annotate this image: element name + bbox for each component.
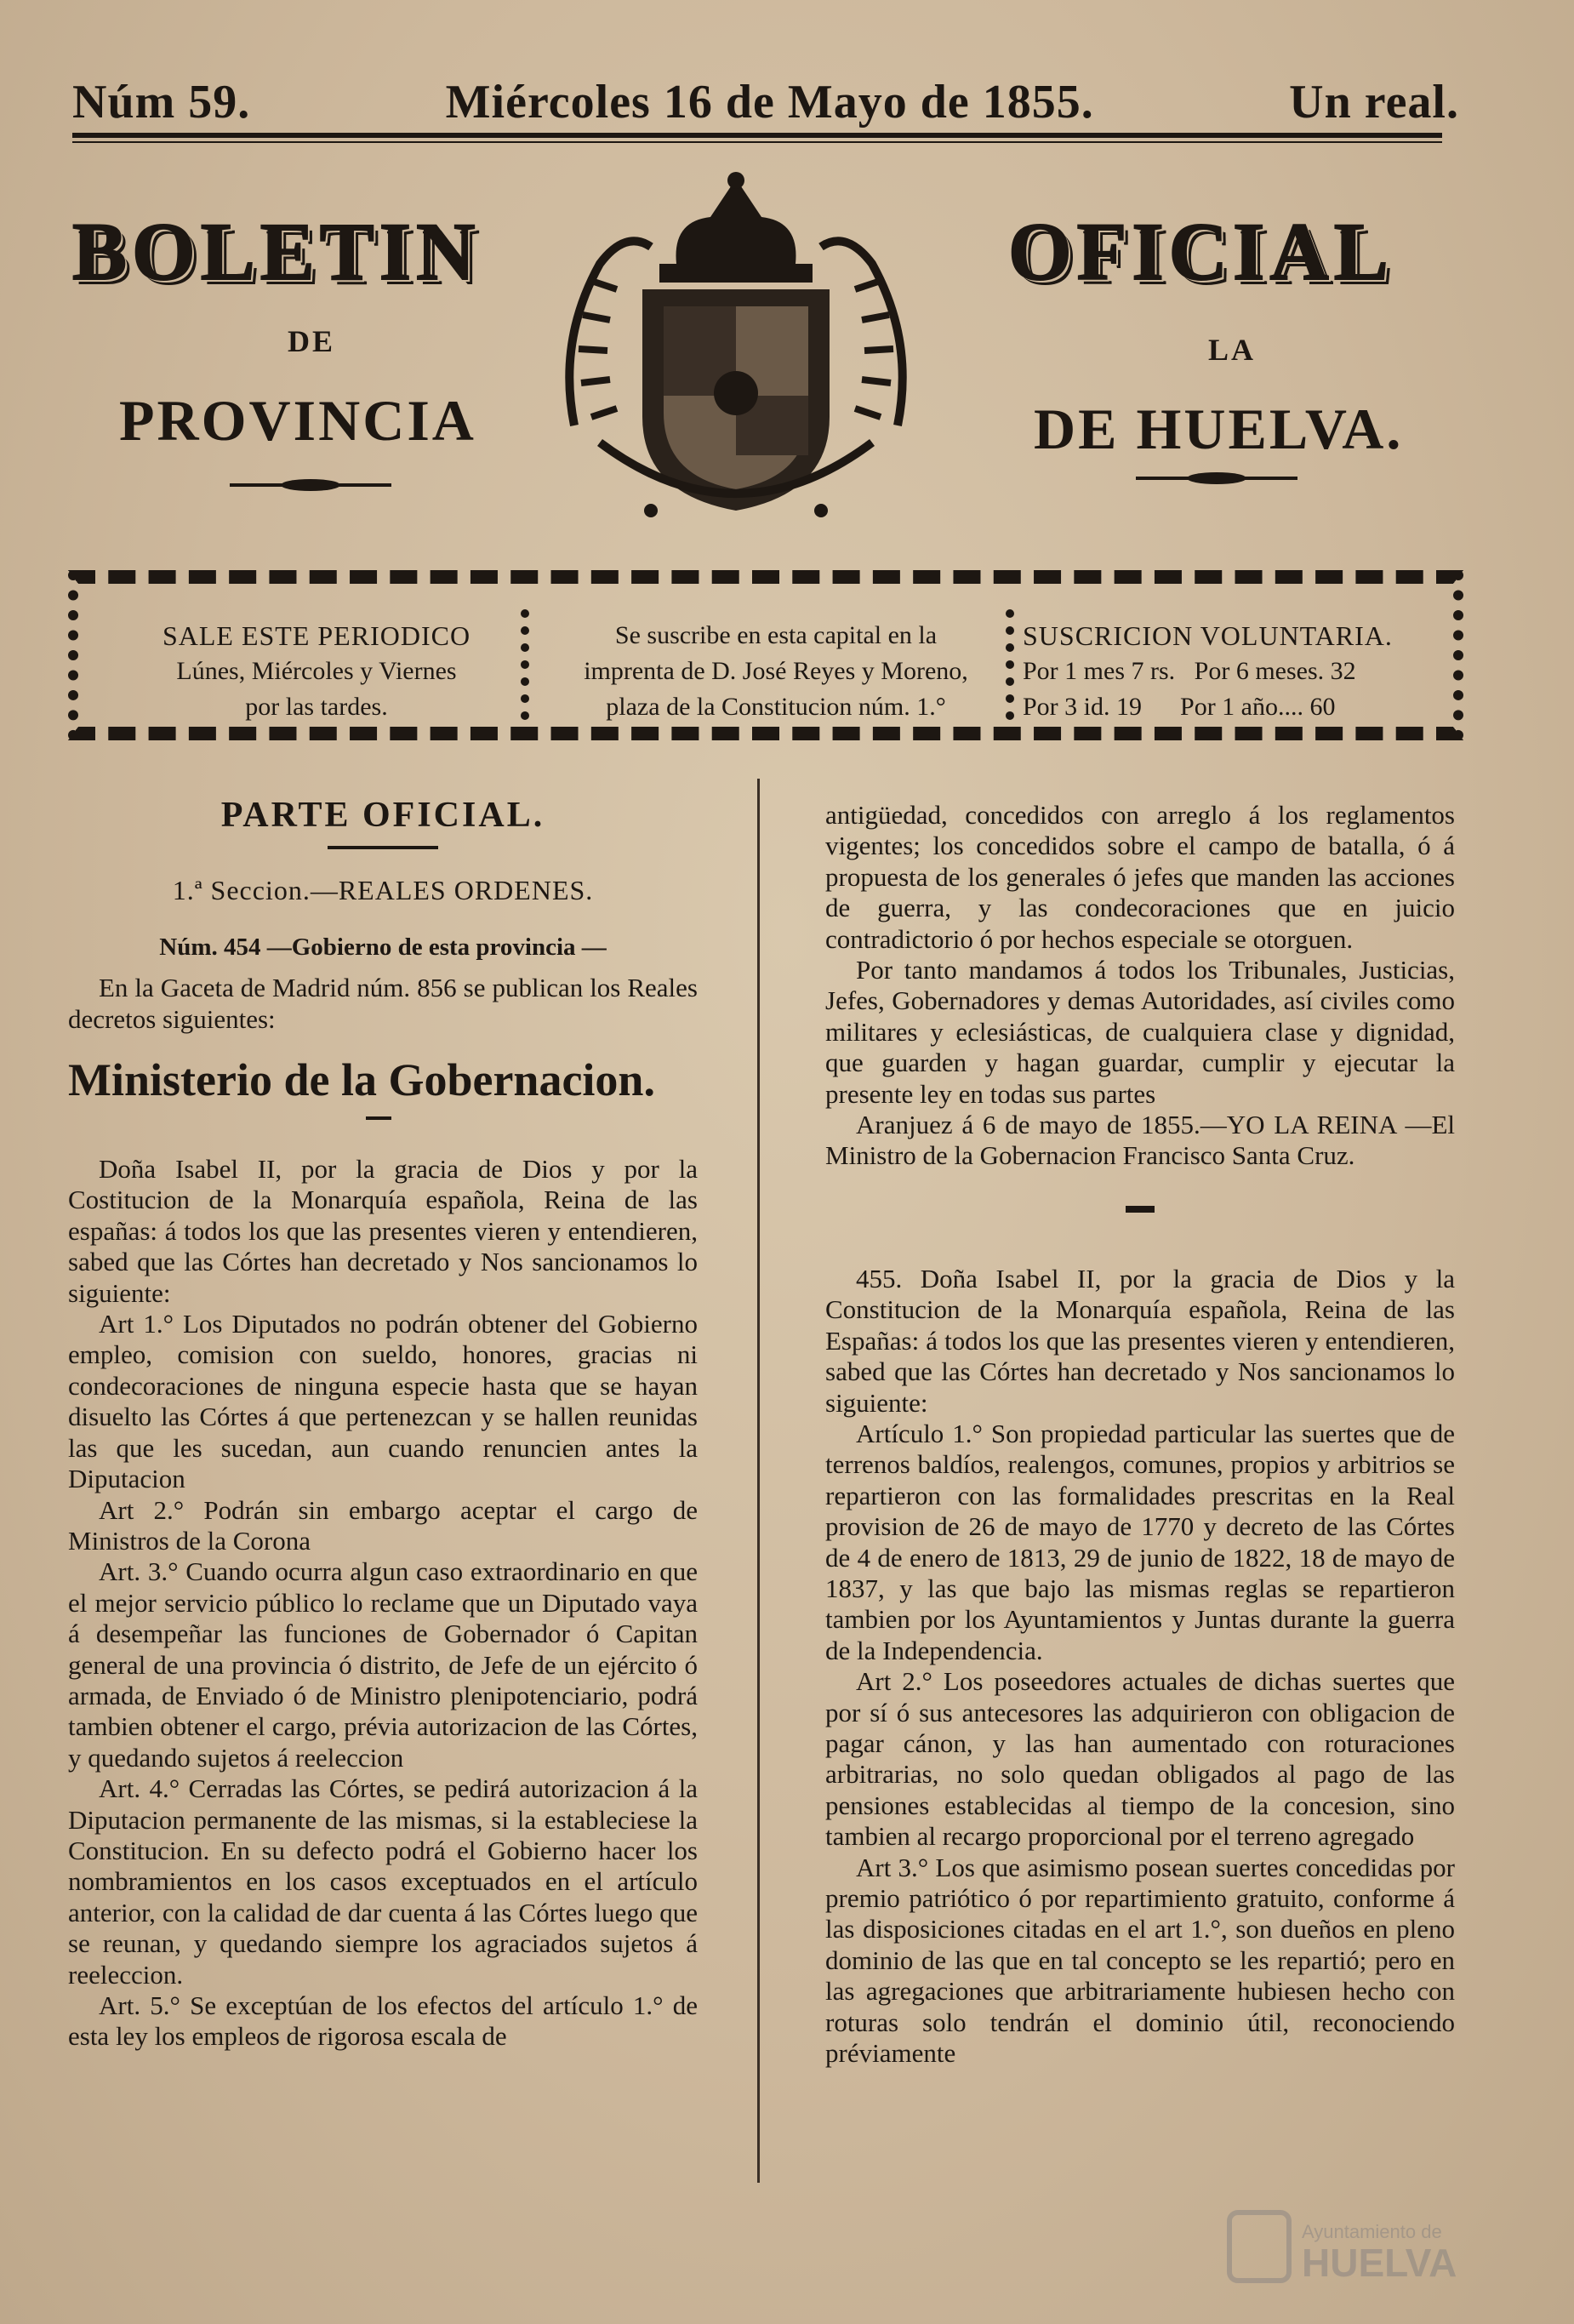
- article-2: Art 2.° Podrán sin embargo aceptar el cargo de Ministros de la Corona: [68, 1494, 698, 1556]
- ministry-rule: [366, 1116, 391, 1120]
- subscription-box: [68, 570, 1463, 740]
- decree-455-article-3: Art 3.° Los que asimismo posean suertes concedidas por premio patriótico ó por repartimiento gratuito, conforme á las disposiciones citadas en el art 1.°, son dueños en pleno dominio de las que en tal concepto se les repartió; pero en las agregaciones que arbitrariamente hubiesen hecho con roturas solo tendrán el dominio útil, reconociendo préviamente: [825, 1852, 1455, 2069]
- masthead-de: DE: [288, 324, 336, 358]
- decree-preamble: Doña Isabel II, por la gracia de Dios y por la Costitucion de la Monarquía española, Reina de las españas: á todos los que las presentes vieren y entendieren, sabed que las Córtes han decretado y Nos sancionamos lo siguiente:: [68, 1154, 698, 1308]
- flourish-right: [1136, 477, 1297, 480]
- archive-stamp-icon: [1225, 2204, 1531, 2289]
- article-5: Art. 5.° Se exceptúan de los efectos del artículo 1.° de esta ley los empleos de rigorosa escala de: [68, 1990, 698, 2052]
- decree-signature: Aranjuez á 6 de mayo de 1855.—YO LA REINA —El Ministro de la Gobernacion Francisco Santa Cruz.: [825, 1110, 1455, 1171]
- schedule-line-2: Lúnes, Miércoles y Viernes: [176, 657, 457, 685]
- prices-row-1: Por 1 mes 7 rs. Por 6 meses. 32: [1023, 657, 1356, 685]
- section-title: PARTE OFICIAL.: [220, 796, 545, 835]
- subscription-location: [546, 618, 1006, 725]
- decree-455-preamble: 455. Doña Isabel II, por la gracia de Dios y la Constitucion de la Monarquía española, Reina de las Españas: á todos los que las presentes vieren y entendieren, sabed que las Córtes han decretado y Nos sancionamos lo siguiente:: [825, 1263, 1455, 1418]
- subscription-prices: [1023, 618, 1440, 725]
- royal-crest-icon: [549, 170, 923, 536]
- issue-price: Un real.: [1289, 76, 1459, 128]
- order-number: Núm. 454 —Gobierno de esta provincia —: [159, 933, 607, 961]
- enactment-clause: Por tanto mandamos á todos los Tribunales, Justicias, Jefes, Gobernadores y demas Autoridades, así civiles como militares y eclesiásticas, de cualquiera clase y dignidad, que guarden y hagan guardar, cumplir y ejecutar la presente ley en todas sus partes: [825, 955, 1455, 1109]
- article-4: Art. 4.° Cerradas las Córtes, se pedirá autorizacion á la Diputacion permanente de las mismas, si la estableciese la Constitucion. En su defecto podrá el Gobierno hacer los nombramientos en los casos exceptuados en el artículo anterior, con la calidad de dar cuenta á las Córtes luego que se reunan, y quedando siempre los agraciados sujetos á reeleccion.: [68, 1773, 698, 1990]
- right-column: [825, 800, 1455, 2069]
- schedule-line-3: por las tardes.: [245, 693, 388, 721]
- flourish-left: [230, 483, 391, 487]
- article-3: Art. 3.° Cuando ocurra algun caso extraordinario en que el mejor servicio público lo reclame que un Diputado vaya á desempeñar las funciones de Gobernador ó Capitan general de una provincia ó distrito, de Jefe de un ejército ó armada, de Enviado ó de Ministro plenipotenciario, podrá tambien obtener el cargo, prévia autorizacion de las Córtes, y quedando sujetos á reeleccion: [68, 1556, 698, 1773]
- left-column: [68, 796, 698, 2053]
- section-rule: [328, 846, 438, 849]
- masthead-huelva: DE HUELVA.: [1034, 397, 1404, 461]
- article-1: Art 1.° Los Diputados no podrán obtener del Gobierno empleo, comision con sueldo, honores, gracias ni condecoraciones de ninguna especie hasta que se hayan disuelto las Córtes á que pertenezcan y se hallen reunidas las que les sucedan, aun cuando renuncien antes la Diputacion: [68, 1309, 698, 1494]
- masthead-oficial: OFICIAL: [1008, 206, 1394, 297]
- svg-text:HUELVA: HUELVA: [1302, 2241, 1457, 2285]
- issue-date: Miércoles 16 de Mayo de 1855.: [445, 76, 1094, 128]
- box-separator-2: [1006, 609, 1014, 720]
- issue-number: Núm 59.: [72, 76, 251, 128]
- publication-schedule: [95, 618, 538, 725]
- article-5-continued: antigüedad, concedidos con arreglo á los reglamentos vigentes; los concedidos sobre el campo de batalla, ó á propuesta de los generales ó jefes que manden las acciones de guerra, y las condecoraciones que en juicio contradictorio ó por hechos especiale se otorguen.: [825, 800, 1455, 954]
- location-line-2: imprenta de D. José Reyes y Moreno,: [584, 657, 968, 685]
- prices-title: SUSCRICION VOLUNTARIA.: [1023, 620, 1393, 651]
- decree-455-article-1: Artículo 1.° Son propiedad particular las suertes que de terrenos baldíos, realengos, comunes, propios y arbitrios se repartieron con las formalidades prescritas en la Real provision de 26 de mayo de 1770 y decreto de las Córtes de 4 de enero de 1813, 29 de junio de 1822, 18 de mayo de 1837, y las que bajo las mismas reglas se repartieron tambien por los Ayuntamientos y Juntas durante la guerra de la Independencia.: [825, 1418, 1455, 1665]
- header-rule: [72, 133, 1442, 138]
- location-line-3: plaza de la Constitucion núm. 1.°: [606, 693, 946, 721]
- column-divider: [757, 779, 760, 2183]
- decree-455-article-2: Art 2.° Los poseedores actuales de dichas suertes que por sí ó sus antecesores las adquirieron con obligacion de pagar cánon, y las han aumentado con roturaciones arbitrarias, no solo quedan obligados al pago de las pensiones establecidas al tiempo de la concesion, sino tambien al recargo proporcional por el terreno agregado: [825, 1666, 1455, 1852]
- intro-paragraph: En la Gaceta de Madrid núm. 856 se publican los Reales decretos siguientes:: [68, 973, 698, 1034]
- header-rule-thin: [72, 141, 1442, 143]
- decree-separator: [1126, 1206, 1155, 1213]
- box-separator-1: [521, 609, 529, 720]
- masthead-boletin: BOLETIN: [72, 206, 481, 297]
- prices-row-2: Por 3 id. 19 Por 1 año.... 60: [1023, 693, 1336, 721]
- ministry-heading: Ministerio de la Gobernacion.: [68, 1054, 655, 1106]
- subsection-title: 1.ª Seccion.—REALES ORDENES.: [172, 875, 594, 906]
- svg-text:Ayuntamiento de: Ayuntamiento de: [1302, 2221, 1442, 2242]
- masthead-la: LA: [1208, 333, 1257, 367]
- issue-line: [72, 66, 1459, 129]
- schedule-line-1: SALE ESTE PERIODICO: [162, 620, 471, 651]
- masthead-provincia: PROVINCIA: [119, 388, 476, 453]
- location-line-1: Se suscribe en esta capital en la: [614, 621, 938, 649]
